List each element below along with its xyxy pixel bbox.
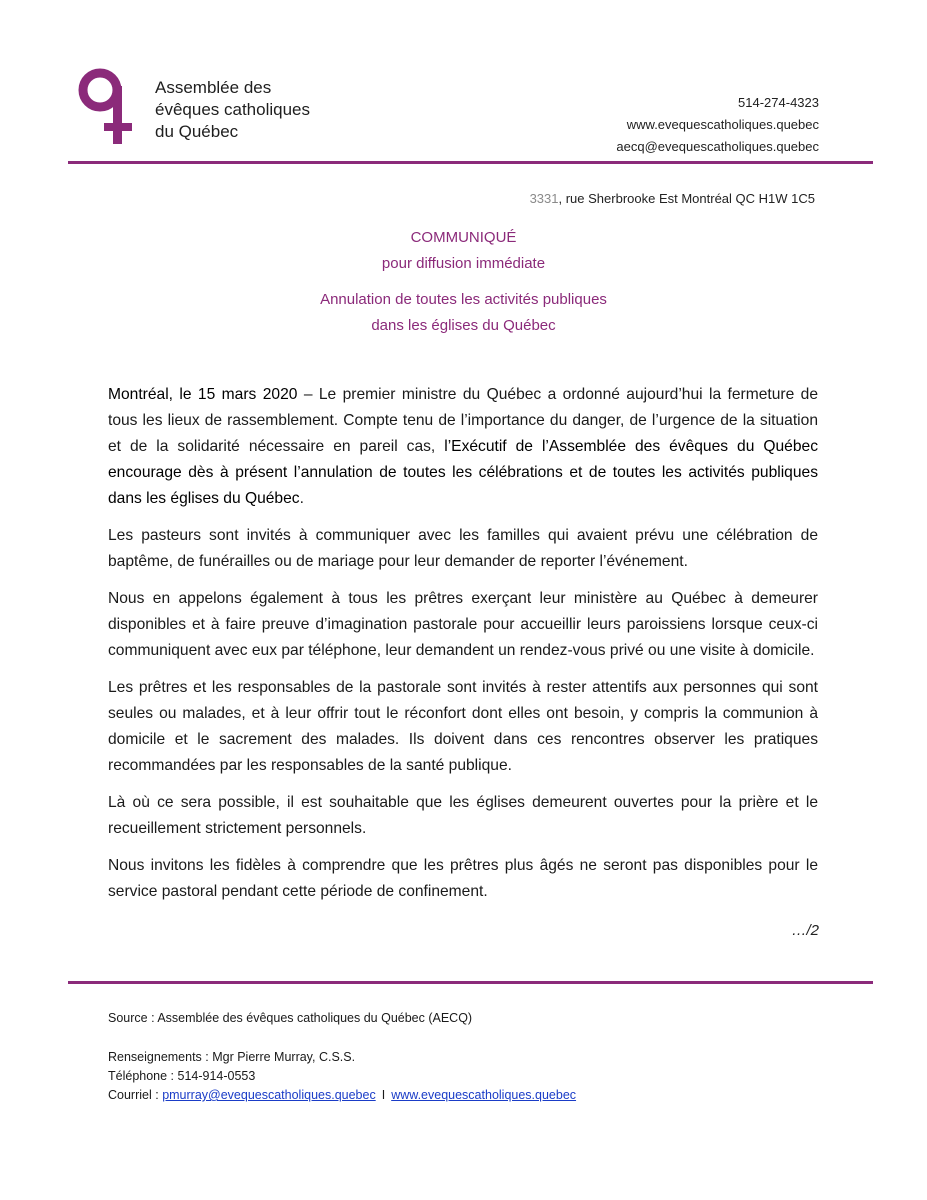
footer-email-label: Courriel : (108, 1088, 163, 1102)
footer-source: Source : Assemblée des évêques catholiques du Québec (AECQ) (108, 1011, 473, 1025)
footer-divider (68, 981, 873, 984)
header-website[interactable]: www.evequescatholiques.quebec (626, 117, 819, 132)
title-line-1: Annulation de toutes les activités publiques (320, 291, 607, 308)
address-rest: , rue Sherbrooke Est Montréal QC H1W 1C5 (558, 191, 815, 206)
address-number: 3331 (529, 191, 559, 206)
footer-web-link[interactable]: www.evequescatholiques.quebec (391, 1088, 577, 1102)
communique-label: COMMUNIQUÉ (410, 229, 517, 246)
org-name-line-2: évêques catholiques (155, 100, 311, 119)
contact-block (616, 92, 819, 158)
p1-text: – Le premier ministre du Québec a ordonné aujourd’hui la fermeture de tous les lieux de rassemblement. Compte tenu de l’importance du danger, de l’urgence de la situation et de la solidarité nécessaire en pareil cas, (108, 386, 819, 455)
paragraph-3: Nous en appelons également à tous les prêtres exerçant leur ministère au Québec à demeurer disponibles et à faire preuve d’imagination pastorale pour accueillir leurs paroissiens lorsque ceux-ci communiquent avec eux par téléphone, leur demandent un rendez-vous privé ou une visite à domicile. (108, 590, 818, 659)
female-sign-style-logo-icon (76, 66, 140, 146)
org-name-line-1: Assemblée des (155, 78, 272, 97)
header-phone: 514-274-4323 (738, 95, 819, 110)
paragraph-1 (108, 382, 818, 512)
footer-email-link[interactable]: pmurray@evequescatholiques.quebec (162, 1088, 376, 1102)
communique-heading (0, 225, 927, 277)
header-divider (68, 161, 873, 164)
p1-emphasis: l’Exécutif de l’Assemblée des évêques du Québec encourage dès à présent l’annulation de toutes les célébrations et de toutes les activités publiques dans les églises du Québec (108, 438, 818, 507)
footer-email-line (108, 1086, 576, 1105)
footer-separator: I (381, 1088, 386, 1102)
paragraph-6: Nous invitons les fidèles à comprendre que les prêtres plus âgés ne seront pas disponibles pour le service pastoral pendant cette période de confinement. (108, 857, 818, 900)
org-name-line-3: du Québec (155, 122, 239, 141)
press-release-body (108, 382, 818, 916)
dateline: Montréal, le 15 mars 2020 (108, 386, 298, 403)
page-continuation: …/2 (791, 922, 819, 939)
organization-name (155, 77, 310, 143)
header-email[interactable]: aecq@evequescatholiques.quebec (616, 139, 819, 154)
diffusion-label: pour diffusion immédiate (381, 255, 546, 272)
paragraph-4: Les prêtres et les responsables de la pastorale sont invités à rester attentifs aux personnes qui sont seules ou malades, et à leur offrir tout le réconfort dont elles ont besoin, y compris la communion à domicile et le sacrement des malades. Ils doivent dans ces rencontres observer les pratiques recommandées par les responsables de la santé publique. (108, 679, 818, 774)
footer-phone: Téléphone : 514-914-0553 (108, 1069, 256, 1083)
p1-end: . (299, 490, 304, 507)
title-line-2: dans les églises du Québec (371, 317, 556, 334)
address-line (530, 191, 815, 206)
document-title (0, 287, 927, 339)
footer-info: Renseignements : Mgr Pierre Murray, C.S.S. (108, 1050, 356, 1064)
footer (108, 1009, 576, 1105)
paragraph-2: Les pasteurs sont invités à communiquer avec les familles qui avaient prévu une célébration de baptême, de funérailles ou de mariage pour leur demander de reporter l’événement. (108, 527, 818, 570)
paragraph-5: Là où ce sera possible, il est souhaitable que les églises demeurent ouvertes pour la prière et le recueillement strictement personnels. (108, 794, 818, 837)
